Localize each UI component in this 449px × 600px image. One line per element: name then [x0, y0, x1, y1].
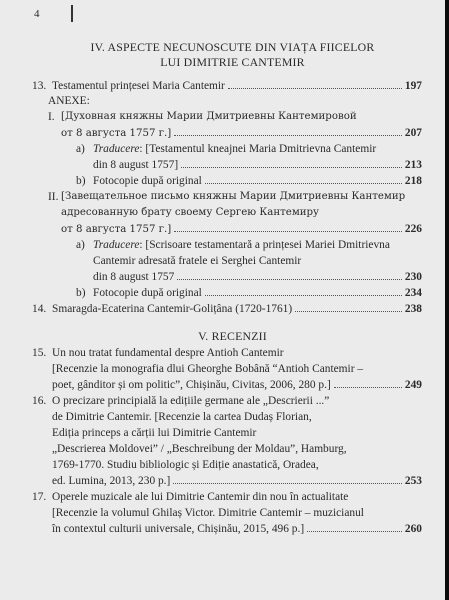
toc-anexa-2b[interactable]: [93, 286, 422, 300]
anexa-2a-label: a): [76, 239, 85, 251]
entry-15-line2: [Recenzie la monografia dlui Gheorghe Bobână “Antioh Cantemir –: [52, 363, 364, 375]
entry-17-line2: [Recenzie la volumul Ghilaș Victor. Dimitrie Cantemir – muzicianul: [52, 507, 364, 519]
dot-leader: [174, 134, 402, 136]
anexa-2a-page: 230: [404, 271, 422, 283]
entry-15-number: 15.: [32, 347, 47, 359]
entry-15-line1: Un nou tratat fundamental despre Antioh Cantemir: [52, 347, 284, 359]
dot-leader: [205, 182, 402, 184]
anexa-1-number: I.: [48, 111, 55, 123]
entry-15-line3: poet, gânditor și om politic”, Chișinău, Civitas, 2006, 280 p.]: [52, 379, 331, 391]
entry-14-number: 14.: [32, 303, 47, 315]
entry-16-line4: „Descrierea Moldovei” / „Beschreibung der Moldau”, Hamburg,: [52, 443, 347, 455]
anexa-2a-line2: Cantemir adresată fratele ei Serghei Cantemir: [93, 255, 302, 267]
anexa-2a-line1: [93, 238, 390, 252]
entry-13-number: 13.: [32, 80, 47, 92]
toc-anexa-1[interactable]: [61, 126, 422, 141]
dot-leader: [228, 87, 402, 89]
entry-14-title: Smaragda-Ecaterina Cantemir-Golițâna (1720-1761): [52, 303, 293, 315]
dot-leader: [177, 278, 402, 280]
anexa-1b-text: Fotocopie după original: [93, 175, 202, 187]
toc-entry-14[interactable]: [52, 302, 422, 316]
toc-entry-17[interactable]: [52, 522, 422, 536]
dot-leader: [334, 386, 402, 388]
entry-16-line2: de Dimitrie Cantemir. [Recenzie la cartea Dudaș Florian,: [52, 411, 312, 423]
entry-15-page: 249: [404, 379, 422, 391]
toc-entry-13[interactable]: [52, 79, 422, 93]
entry-16-number: 16.: [32, 395, 47, 407]
toc-entry-15[interactable]: [52, 378, 422, 392]
anexa-2-page: 226: [404, 223, 422, 235]
dot-leader: [307, 530, 402, 532]
toc-anexa-1b[interactable]: [93, 174, 422, 188]
dot-leader: [181, 166, 402, 168]
anexa-1b-page: 218: [404, 175, 422, 187]
anexa-2-line1: [Завещательное письмо княжны Марии Дмитриевны Кантемир: [61, 191, 406, 202]
anexa-1a-line2: din 8 august 1757]: [93, 159, 179, 171]
page-number: 4: [34, 8, 40, 20]
toc-anexa-1a[interactable]: [93, 158, 422, 172]
anexa-2b-text: Fotocopie după original: [93, 287, 202, 299]
entry-16-page: 253: [404, 475, 422, 487]
entry-17-line1: Operele muzicale ale lui Dimitrie Cantemir din nou în actualitate: [52, 491, 349, 503]
anexe-label: ANEXE:: [48, 95, 90, 107]
anexa-2a-text: : [Scrisoare testamentară a prințesei Mariei Dmitrievna: [139, 239, 390, 251]
dot-leader: [295, 310, 402, 312]
anexa-1-line2: от 8 августа 1757 г.]: [61, 128, 172, 139]
entry-17-page: 260: [404, 523, 422, 535]
entry-16-line3: Ediția princeps a cărții lui Dimitrie Cantemir: [52, 427, 257, 439]
anexa-1a-label: a): [76, 143, 85, 155]
entry-16-line5: 1769-1770. Studiu bibliologic și Ediție anastatică, Oradea,: [52, 459, 319, 471]
entry-13-title: Testamentul prințesei Maria Cantemir: [52, 80, 225, 92]
traducere-label: Traducere: [93, 143, 140, 155]
entry-17-number: 17.: [32, 491, 47, 503]
dot-leader: [173, 482, 402, 484]
anexa-1b-label: b): [76, 175, 86, 187]
anexa-1-line1: [Духовная княжны Марии Дмитриевны Кантемировой: [61, 111, 357, 122]
header-rule: [71, 5, 73, 22]
anexa-2b-label: b): [76, 287, 86, 299]
section-v-title: V. RECENZII: [198, 329, 267, 343]
toc-entry-16[interactable]: [52, 474, 422, 488]
anexa-1a-line1: [93, 142, 376, 156]
toc-anexa-2[interactable]: [61, 222, 422, 237]
section-iv-title-line1: IV. ASPECTE NECUNOSCUTE DIN VIAȚA FIICELOR: [90, 40, 375, 54]
anexa-2a-line3: din 8 august 1757: [93, 271, 175, 283]
entry-17-line3: în contextul culturii universale, Chișinău, 2015, 496 p.]: [52, 523, 305, 535]
dot-leader: [205, 294, 402, 296]
anexa-2b-page: 234: [404, 287, 422, 299]
toc-anexa-2a[interactable]: [93, 270, 422, 284]
dot-leader: [174, 230, 402, 232]
entry-16-line1: O precizare principială la edițiile germane ale „Descrierii ...”: [52, 395, 330, 407]
entry-13-page: 197: [404, 80, 422, 92]
anexa-2-line2: адресованную брату своему Сергею Кантемиру: [61, 207, 320, 218]
anexa-1-page: 207: [404, 127, 422, 139]
entry-14-page: 238: [404, 303, 422, 315]
anexa-2-number: II.: [48, 191, 59, 203]
anexa-2-line3: от 8 августа 1757 г.]: [61, 224, 172, 235]
traducere-label: Traducere: [93, 239, 140, 251]
entry-16-line6: ed. Lumina, 2013, 230 p.]: [52, 475, 171, 487]
anexa-1a-text: : [Testamentul kneajnei Maria Dmitrievna Cantemir: [139, 143, 377, 155]
book-spine-shadow: [445, 0, 449, 600]
anexa-1a-page: 213: [404, 159, 422, 171]
section-iv-title-line2: LUI DIMITRIE CANTEMIR: [160, 55, 305, 69]
